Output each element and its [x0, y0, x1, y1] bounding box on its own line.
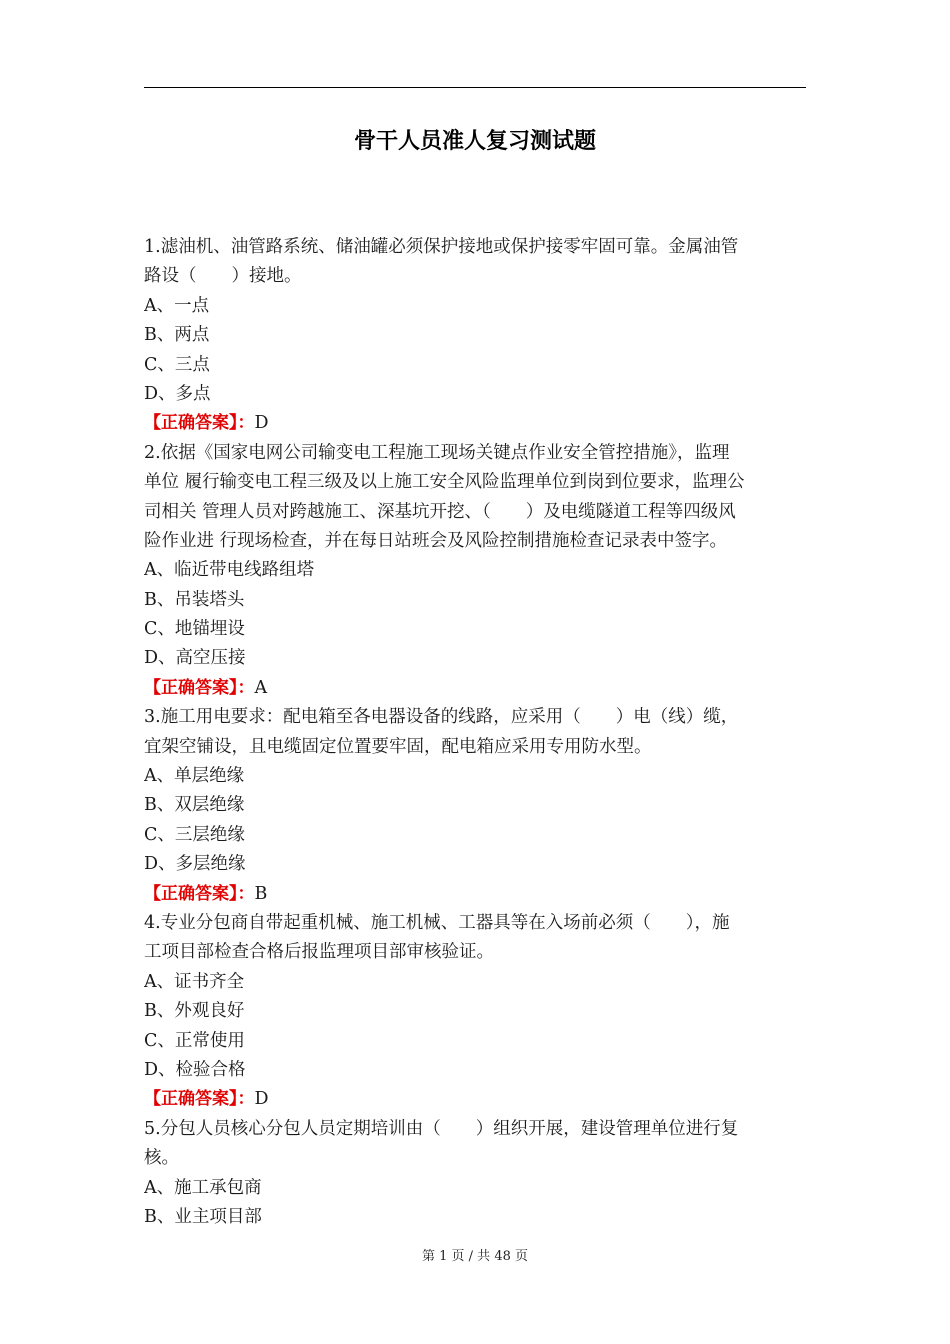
option-c: C、三点 — [144, 354, 210, 375]
correct-answer — [144, 1085, 806, 1114]
question-stem-line: 2.依据《国家电网公司输变电工程施工现场关键点作业安全管控措施》，监理 — [144, 442, 730, 463]
option-d: D、多点 — [144, 383, 211, 404]
question-stem-line: 1.滤油机、油管路系统、储油罐必须保护接地或保护接零牢固可靠。金属油管 — [144, 237, 739, 257]
page-footer: 第 1 页 / 共 48 页 — [422, 1249, 528, 1264]
option-a: A、一点 — [144, 295, 210, 316]
question-stem-line: 5.分包人员核心分包人员定期培训由（ ）组织开展，建设管理单位进行复 — [144, 1118, 739, 1139]
option-c: C、正常使用 — [144, 1030, 245, 1051]
option-a: A、单层绝缘 — [144, 766, 245, 787]
question-stem-line: 司相关 管理人员对跨越施工、深基坑开挖、（ ）及电缆隧道工程等四级风 — [144, 501, 736, 522]
question-stem-line: 3.施工用电要求：配电箱至各电器设备的线路，应采用（ ）电（线）缆， — [144, 707, 739, 728]
answer-label: 【正确答案】： — [144, 1089, 255, 1110]
answer-label: 【正确答案】： — [144, 413, 255, 434]
correct-answer — [144, 880, 806, 909]
question-2 — [144, 439, 806, 704]
correct-answer — [144, 674, 806, 703]
option-a: A、证书齐全 — [144, 971, 245, 992]
option-b: B、业主项目部 — [144, 1206, 262, 1227]
question-4 — [144, 909, 806, 1115]
answer-value: D — [254, 413, 269, 434]
question-stem-line: 4.专业分包商自带起重机械、施工机械、工器具等在入场前必须（ ），施 — [144, 912, 730, 933]
option-b: B、两点 — [144, 325, 210, 346]
option-c: C、三层绝缘 — [144, 824, 245, 845]
question-1 — [144, 233, 806, 439]
option-c: C、地锚埋设 — [144, 619, 245, 640]
question-stem-line: 核。 — [144, 1148, 179, 1169]
answer-value: A — [254, 677, 268, 698]
question-stem-line: 宜架空铺设，且电缆固定位置要牢固，配电箱应采用专用防水型。 — [144, 736, 652, 757]
question-list — [144, 233, 806, 1232]
question-3 — [144, 703, 806, 909]
question-stem-line: 路设（ ）接地。 — [144, 266, 302, 287]
option-a: A、施工承包商 — [144, 1177, 262, 1198]
answer-value: D — [254, 1089, 269, 1110]
answer-label: 【正确答案】： — [144, 883, 255, 904]
answer-label: 【正确答案】： — [144, 677, 255, 698]
question-stem-line: 工项目部检查合格后报监理项目部审核验证。 — [144, 942, 494, 963]
option-d: D、检验合格 — [144, 1059, 246, 1080]
option-b: B、吊装塔头 — [144, 589, 245, 610]
option-d: D、多层绝缘 — [144, 854, 246, 875]
correct-answer — [144, 409, 806, 438]
answer-value: B — [254, 883, 268, 904]
question-stem-line: 单位 履行输变电工程三级及以上施工安全风险监理单位到岗到位要求，监理公 — [144, 472, 745, 493]
document-title: 骨干人员准人复习测试题 — [353, 129, 596, 154]
question-stem-line: 险作业进 行现场检查，并在每日站班会及风险控制措施检查记录表中签字。 — [144, 530, 728, 551]
option-b: B、双层绝缘 — [144, 795, 245, 816]
option-b: B、外观良好 — [144, 1001, 245, 1022]
header-rule — [144, 87, 806, 88]
option-d: D、高空压接 — [144, 648, 246, 669]
question-5 — [144, 1115, 806, 1233]
option-a: A、临近带电线路组塔 — [144, 560, 315, 581]
